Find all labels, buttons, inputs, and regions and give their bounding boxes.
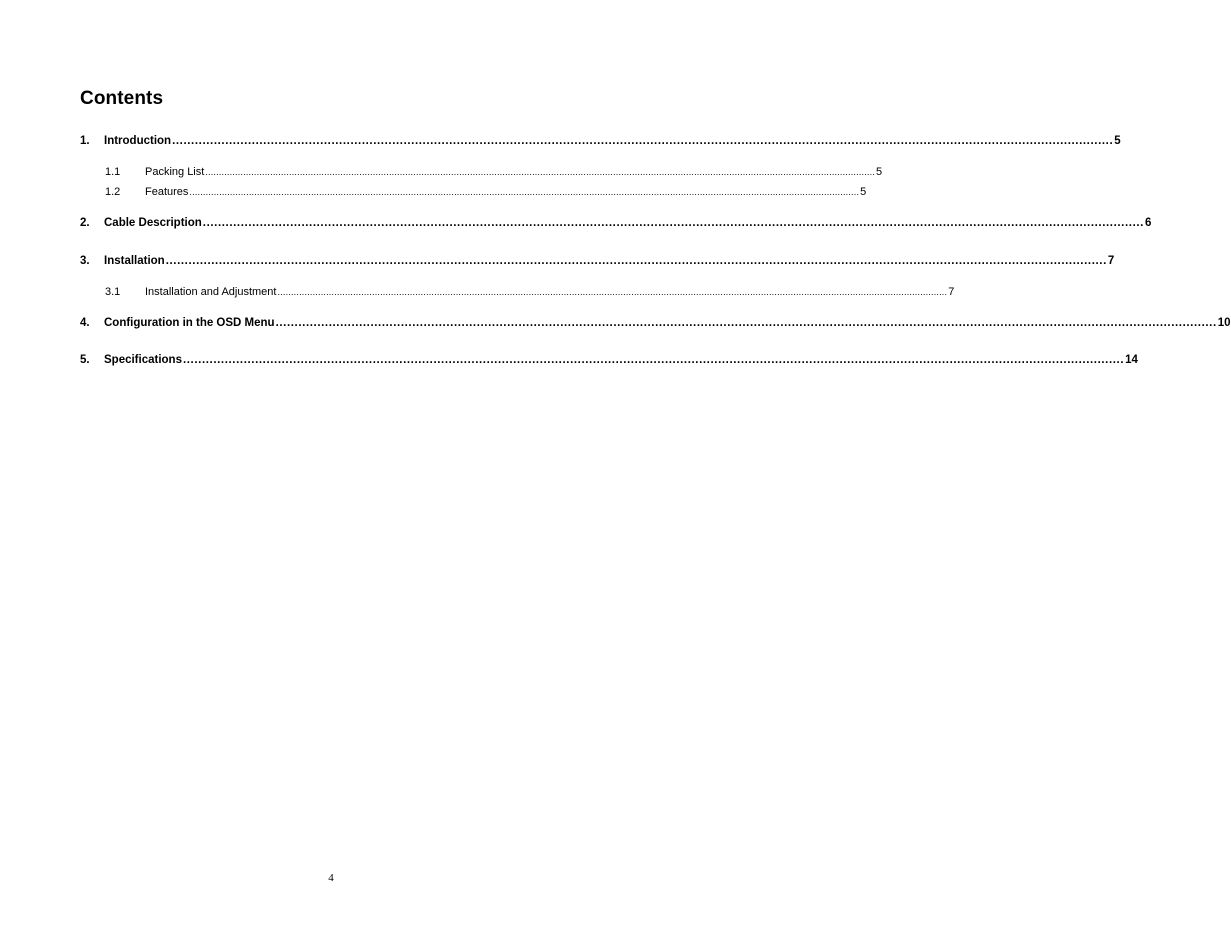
toc-dot-leader: ........................................................................................................................................................................................................................................................ xyxy=(182,354,1125,366)
toc-entry-title: Specifications xyxy=(104,354,182,366)
toc-entry-introduction[interactable] xyxy=(80,135,1121,147)
toc-entry-page: 5 xyxy=(1114,135,1121,147)
toc-dot-leader: ........................................................................................................................................................................................................................................................ xyxy=(189,187,860,197)
toc-dot-leader: ........................................................................................................................................................................................................................................................ xyxy=(205,167,876,177)
toc-entry-page: 7 xyxy=(1107,255,1115,267)
toc-entry-title: Installation and Adjustment xyxy=(145,286,277,298)
toc-dot-leader: ........................................................................................................................................................................................................................................................ xyxy=(165,255,1107,267)
toc-entry-number: 5. xyxy=(80,354,90,366)
toc-entry-title: Cable Description xyxy=(104,217,202,229)
toc-entry-title: Introduction xyxy=(104,135,172,147)
toc-entry-number: 3. xyxy=(80,255,90,267)
toc-entry-title: Configuration in the OSD Menu xyxy=(104,317,275,329)
toc-entry-title: Installation xyxy=(104,255,165,267)
toc-entry-number: 1.1 xyxy=(105,166,121,178)
toc-dot-leader: ........................................................................................................................................................................................................................................................ xyxy=(172,135,1114,147)
toc-entry-number: 3.1 xyxy=(105,286,121,298)
toc-entry-title: Packing List xyxy=(145,166,205,178)
toc-entry-number: 4. xyxy=(80,317,90,329)
toc-entry-page: 6 xyxy=(1144,217,1152,229)
page-title: Contents xyxy=(80,88,164,109)
toc-entry-packing-list[interactable] xyxy=(105,166,883,178)
toc-entry-number: 1. xyxy=(80,135,90,147)
toc-entry-title: Features xyxy=(145,186,189,198)
toc-entry-page: 10 xyxy=(1217,317,1231,329)
toc-entry-number: 2. xyxy=(80,217,90,229)
toc-entry-features[interactable] xyxy=(105,186,867,198)
toc-entry-installation[interactable] xyxy=(80,255,1115,267)
toc-dot-leader: ........................................................................................................................................................................................................................................................ xyxy=(275,317,1217,329)
toc-dot-leader: ........................................................................................................................................................................................................................................................ xyxy=(277,287,948,297)
toc-entry-number: 1.2 xyxy=(105,186,121,198)
footer-page-number: 4 xyxy=(328,872,334,884)
toc-entry-page: 14 xyxy=(1125,354,1138,366)
toc-entry-page: 5 xyxy=(876,166,883,178)
toc-entry-cable-description[interactable] xyxy=(80,217,1152,229)
toc-entry-specifications[interactable] xyxy=(80,354,1138,366)
toc-dot-leader: ........................................................................................................................................................................................................................................................ xyxy=(202,217,1144,229)
toc-entry-page: 5 xyxy=(860,186,867,198)
toc-entry-page: 7 xyxy=(948,286,955,298)
toc-entry-configuration-osd-menu[interactable] xyxy=(80,317,1231,329)
toc-entry-installation-and-adjustment[interactable] xyxy=(105,286,955,298)
